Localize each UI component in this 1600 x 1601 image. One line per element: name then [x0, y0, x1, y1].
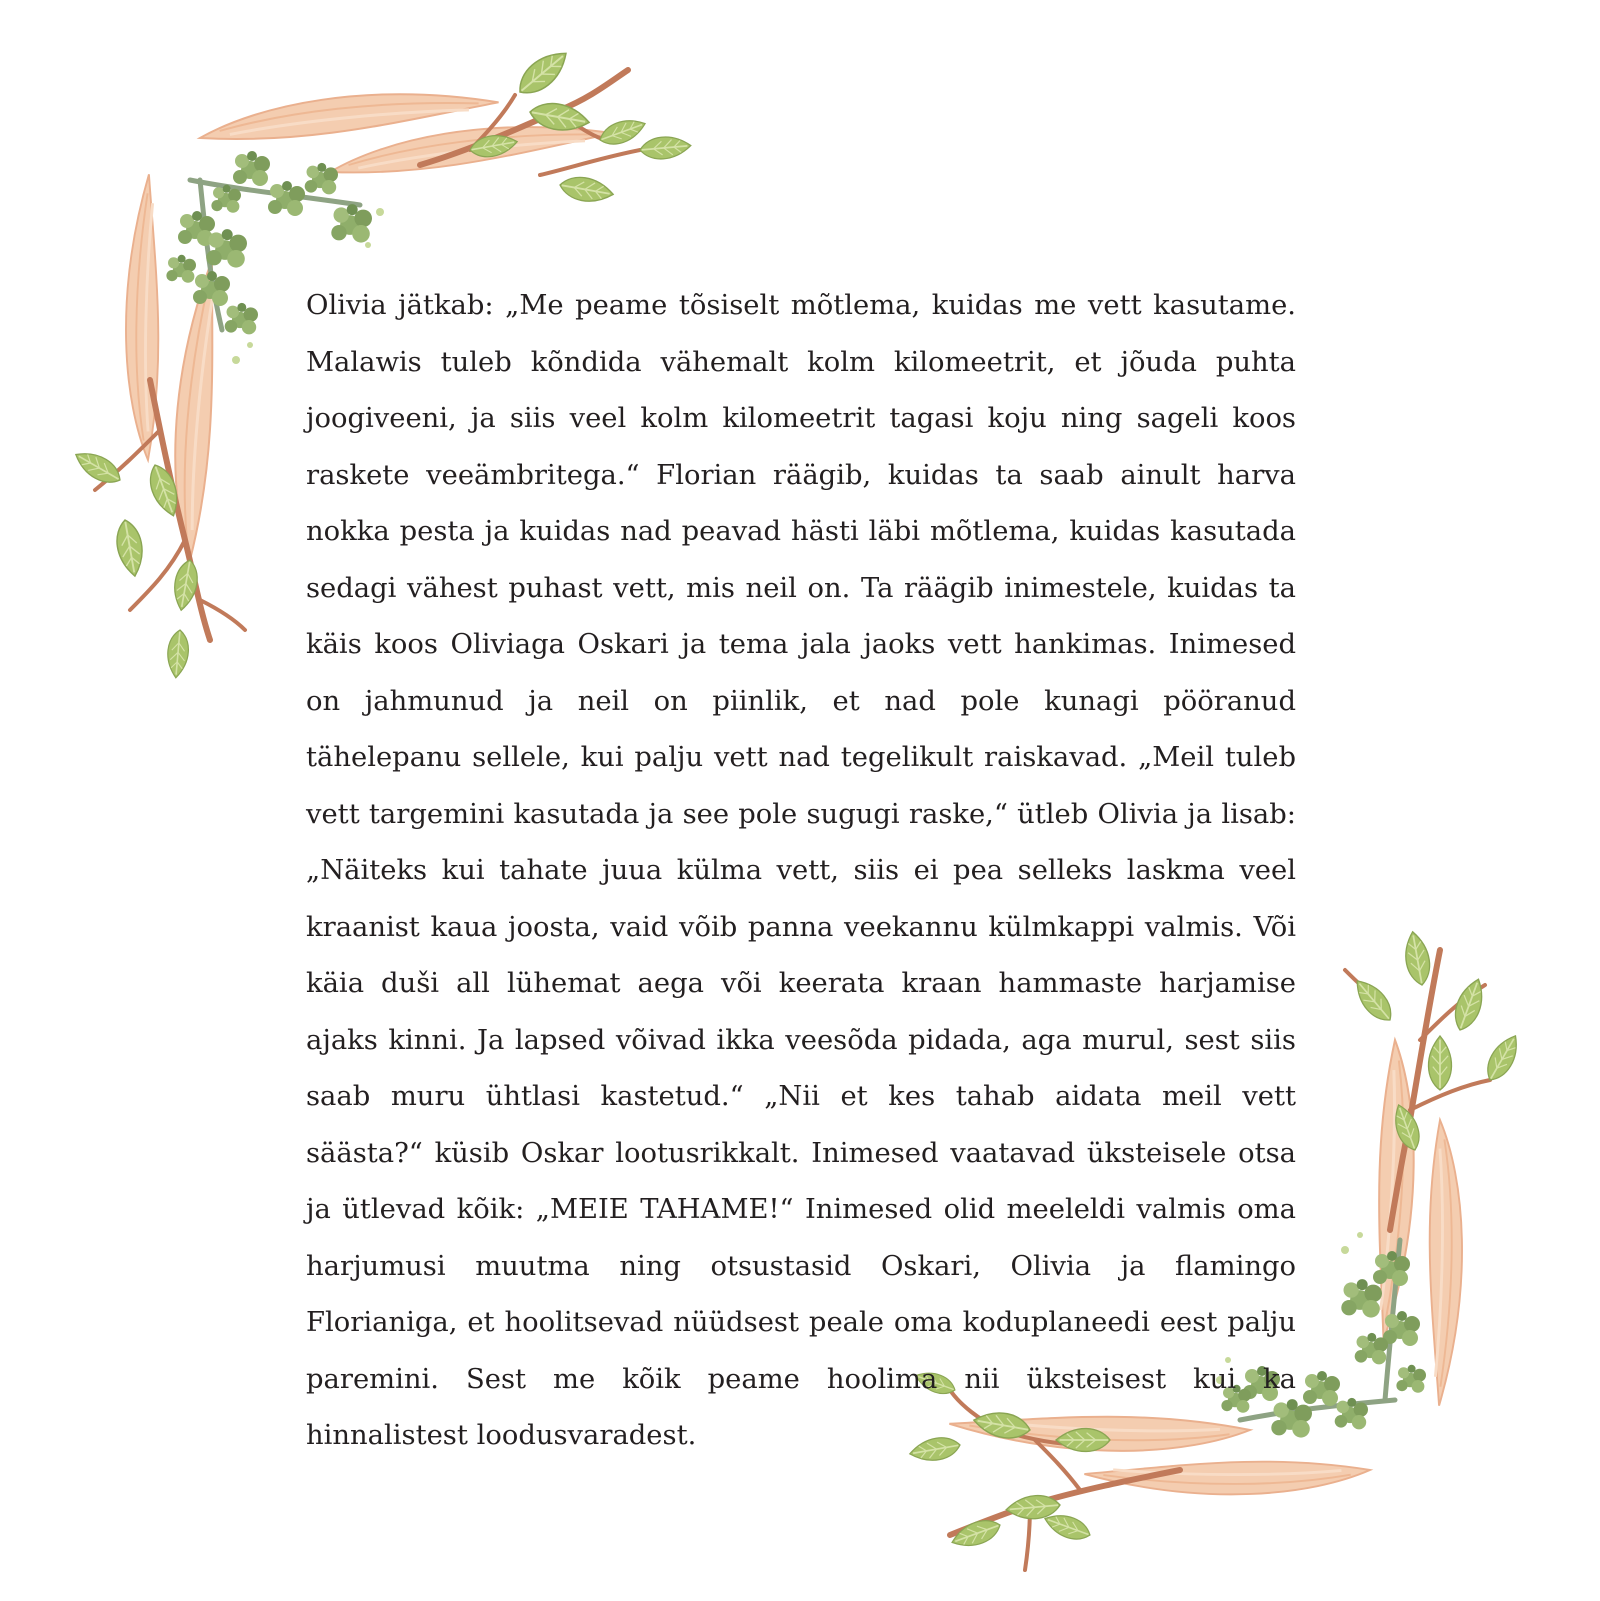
story-paragraph: Olivia jätkab: „Me peame tõsiselt mõtlema, kuidas me vett kasutame. Malawis tuleb kõndida vähemalt kolm kilomeetrit, et jõuda puhta joogiveeni, ja siis veel kolm kilomeetrit tagasi koju ning sageli koos raskete veeämbritega.“ Florian räägib, kuidas ta saab ainult harva nokka pesta ja kuidas nad peavad hästi läbi mõtlema, kuidas kasutada sedagi vähest puhast vett, mis neil on. Ta räägib inimestele, kuidas ta käis koos Oliviaga Oskari ja tema jala jaoks vett hankimas. Inimesed on jahmunud ja neil on piinlik, et nad pole kunagi pööranud tähelepanu sellele, kui palju vett nad tegelikult raiskavad. „Meil tuleb vett targemini kasutada ja see pole sugugi raske,“ ütleb Olivia ja lisab: „Näiteks kui tahate juua külma vett, siis ei pea selleks laskma veel kraanist kaua joosta, vaid võib panna veekannu külmkappi valmis. Või käia duši all lühemat aega või keerata kraan hammaste harjamise ajaks kinni. Ja lapsed võivad ikka veesõda pidada, aga murul, sest siis saab muru ühtlasi kastetud.“ „Nii et kes tahab aidata meil vett säästa?“ küsib Oskar lootusrikkalt. Inimesed vaatavad üksteisele otsa ja ütlevad kõik: „MEIE TAHAME!“ Inimesed olid meeleldi valmis oma harjumusi muutma ning otsustasid Oskari, Olivia ja flamingo Florianiga, et hoolitsevad nüüdsest peale oma koduplaneedi eest palju paremini. Sest me kõik peame hoolima nii üksteisest kui ka hinnalistest loodusvaradest. — [306, 290, 1296, 1451]
